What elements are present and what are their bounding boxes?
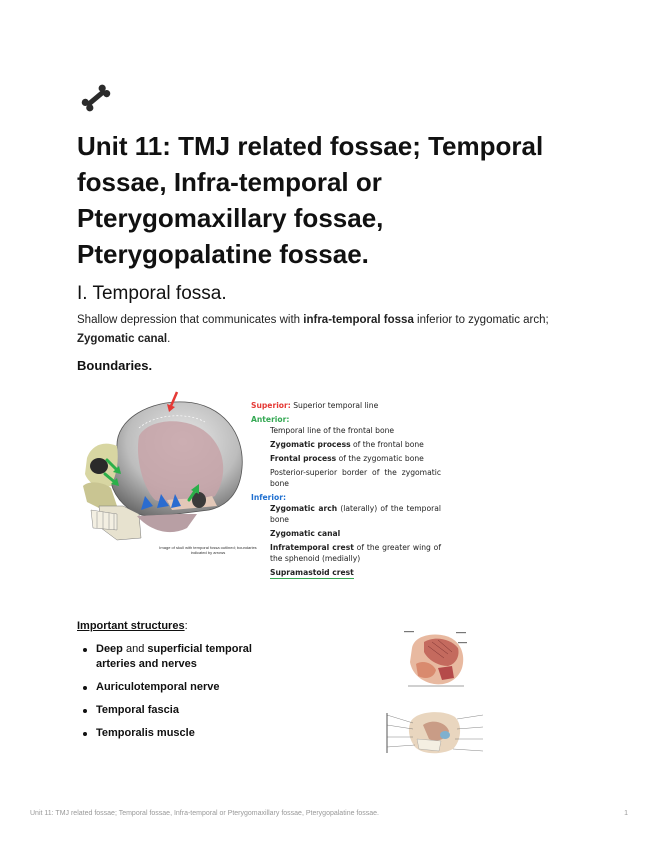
intro-text: inferior to zygomatic arch; xyxy=(413,314,549,326)
bone-icon xyxy=(78,82,114,114)
boundaries-list xyxy=(251,400,441,581)
inferior-item-bold: Zygomatic canal xyxy=(270,529,341,538)
list-item xyxy=(80,642,280,672)
title-line: Pterygomaxillary fossae, xyxy=(77,203,384,233)
inferior-item-bold: Supramastoid crest xyxy=(270,568,354,577)
superior-text: Superior temporal line xyxy=(290,401,379,410)
inferior-label: Inferior: xyxy=(251,493,287,502)
inferior-item-bold: Zygomatic arch xyxy=(270,504,338,513)
structures-heading xyxy=(77,620,188,632)
inferior-item-text: (laterally) of the temporal bone xyxy=(270,504,441,524)
intro-text: Shallow depression that communicates with xyxy=(77,314,304,326)
list-item-bold: Deep xyxy=(96,643,123,655)
skull-figure xyxy=(77,388,247,568)
structures-heading-label: Important structures xyxy=(77,620,185,632)
page-title xyxy=(77,128,597,272)
section-heading: I. Temporal fossa. xyxy=(77,283,227,304)
head-anatomy-thumbnail xyxy=(402,628,470,690)
structures-heading-colon: : xyxy=(184,620,188,632)
list-item: Temporalis muscle xyxy=(80,726,280,741)
title-line: Unit 11: TMJ related fossae; Temporal xyxy=(77,131,544,161)
anterior-item xyxy=(251,439,441,450)
anterior-item-text: of the frontal bone xyxy=(350,440,424,449)
list-item-text: and xyxy=(122,643,148,655)
footer-text: Unit 11: TMJ related fossae; Temporal fossae, Infra-temporal or Pterygomaxillary fossae, Pterygopalatine fossae. xyxy=(30,810,379,817)
structures-list xyxy=(80,642,280,749)
jaw-anatomy-thumbnail xyxy=(383,705,487,760)
anterior-item xyxy=(251,453,441,464)
page-number: 1 xyxy=(624,810,628,817)
superior-label: Superior: xyxy=(251,401,291,410)
inferior-item xyxy=(251,542,441,564)
list-item: Temporal fascia xyxy=(80,703,280,718)
intro-bold-term: Zygomatic canal xyxy=(77,333,168,345)
list-item-bold: superficial temporal arteries and nerves xyxy=(96,643,252,670)
anterior-item-bold: Zygomatic process xyxy=(270,440,351,449)
title-line: fossae, Infra-temporal or xyxy=(77,167,382,197)
inferior-item xyxy=(251,503,441,525)
inferior-item-bold: Infratemporal crest xyxy=(270,543,354,552)
inferior-item-text: of the greater wing of the sphenoid (medially) xyxy=(270,543,441,563)
anterior-item: Posterior-superior border of the zygomatic bone xyxy=(270,468,441,488)
anterior-item: Temporal line of the frontal bone xyxy=(270,426,395,435)
superior-row xyxy=(251,400,441,411)
inferior-item xyxy=(251,567,441,578)
intro-paragraph xyxy=(77,311,577,349)
anterior-item-text: of the zygomatic bone xyxy=(336,454,424,463)
title-line: Pterygopalatine fossae. xyxy=(77,239,369,269)
intro-text: . xyxy=(167,333,171,345)
figure-caption: Image of skull with temporal fossa outlined; boundaries indicated by arrows xyxy=(159,545,257,555)
list-item: Auriculotemporal nerve xyxy=(80,680,280,695)
anterior-item-bold: Frontal process xyxy=(270,454,337,463)
boundaries-heading: Boundaries. xyxy=(77,358,153,373)
inferior-item xyxy=(251,528,441,539)
intro-bold-term: infra-temporal fossa xyxy=(303,314,414,326)
anterior-label: Anterior: xyxy=(251,415,290,424)
